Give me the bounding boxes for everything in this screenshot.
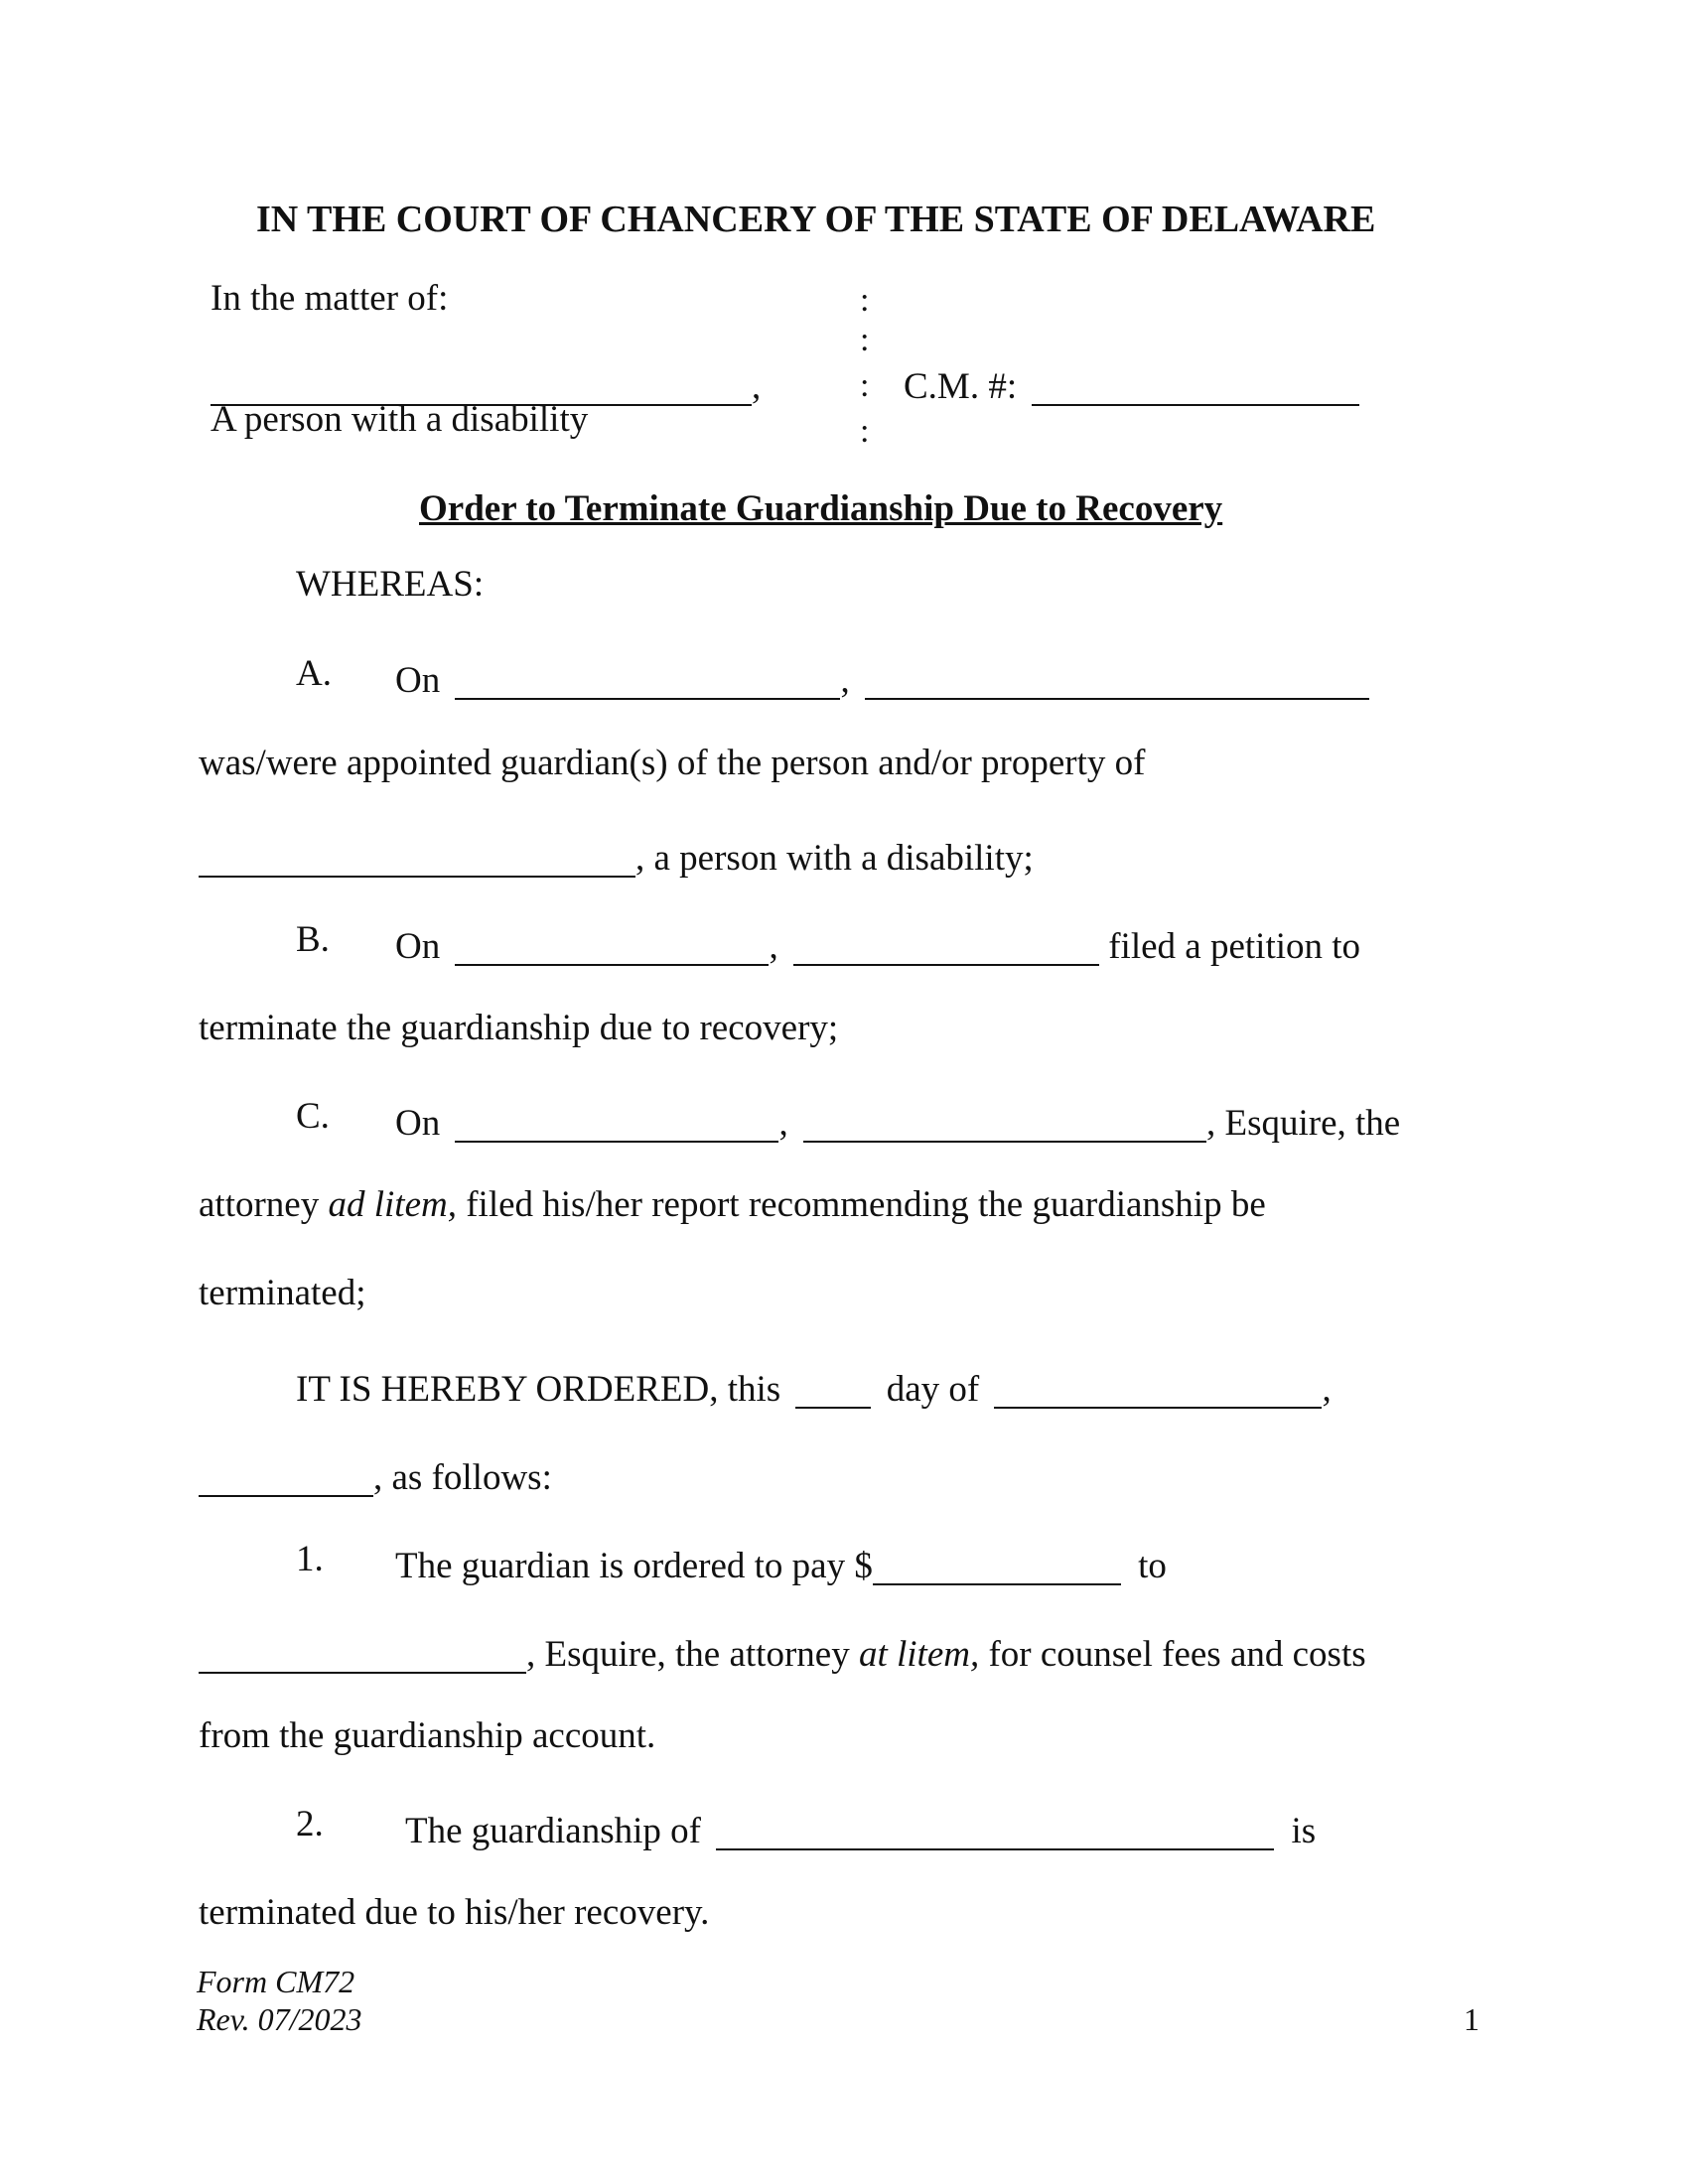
cm-number-field bbox=[904, 359, 1359, 409]
recital-c-letter: C. bbox=[296, 1096, 330, 1137]
recital-b-line1 bbox=[395, 919, 1360, 969]
day-blank[interactable] bbox=[795, 1370, 871, 1409]
recital-a-line2: was/were appointed guardian(s) of the person and/or property of bbox=[199, 743, 1146, 783]
appointment-date-blank[interactable] bbox=[455, 661, 840, 700]
amount-blank[interactable] bbox=[873, 1547, 1121, 1585]
attorney-name-blank[interactable] bbox=[803, 1104, 1206, 1143]
on-text: On bbox=[395, 926, 441, 967]
recital-c-line2 bbox=[199, 1184, 1266, 1227]
comma: , bbox=[778, 1103, 788, 1144]
at-litem-italic: at litem, bbox=[858, 1634, 980, 1675]
item-1-line3: from the guardianship account. bbox=[199, 1715, 656, 1756]
comma: , bbox=[752, 366, 762, 407]
item-2-line1 bbox=[405, 1804, 1316, 1853]
comma: , bbox=[1322, 1369, 1332, 1410]
page-number: 1 bbox=[1464, 2001, 1479, 2037]
ward-name-blank[interactable] bbox=[716, 1812, 1274, 1850]
recital-a-tail: , a person with a disability; bbox=[635, 838, 1034, 879]
ordered-line2 bbox=[199, 1450, 552, 1500]
item-1-number: 1. bbox=[296, 1539, 324, 1579]
cm-number-blank[interactable] bbox=[1032, 367, 1359, 406]
text: filed his/her report recommending the guardianship be bbox=[456, 1184, 1266, 1225]
in-matter-of-label: In the matter of: bbox=[211, 278, 449, 319]
recital-a-line1 bbox=[395, 653, 1369, 703]
petitioner-blank[interactable] bbox=[793, 927, 1099, 966]
text: , Esquire, the attorney bbox=[526, 1634, 859, 1675]
ordered-line1 bbox=[296, 1362, 1332, 1412]
comma: , bbox=[840, 660, 850, 701]
on-text: On bbox=[395, 660, 441, 701]
caption-colon: : bbox=[860, 413, 870, 450]
caption-colon: : bbox=[860, 322, 870, 358]
day-of-text: day of bbox=[886, 1369, 980, 1410]
item-2-number: 2. bbox=[296, 1804, 324, 1844]
month-blank[interactable] bbox=[994, 1370, 1322, 1409]
recital-b-tail: filed a petition to bbox=[1108, 926, 1361, 967]
item-1-text: The guardian is ordered to pay $ bbox=[395, 1546, 873, 1586]
recital-b-letter: B. bbox=[296, 919, 330, 960]
text: attorney bbox=[199, 1184, 329, 1225]
court-title: IN THE COURT OF CHANCERY OF THE STATE OF DELAWARE bbox=[256, 199, 1376, 240]
item-1-line1 bbox=[395, 1539, 1167, 1588]
is-text: is bbox=[1291, 1811, 1317, 1851]
petition-date-blank[interactable] bbox=[455, 927, 769, 966]
recital-c-line3: terminated; bbox=[199, 1273, 366, 1313]
recital-b-line2: terminate the guardianship due to recovery; bbox=[199, 1008, 839, 1048]
whereas-heading: WHEREAS: bbox=[296, 564, 485, 605]
caption-colon: : bbox=[860, 282, 870, 319]
caption-colon: : bbox=[860, 367, 870, 404]
to-text: to bbox=[1138, 1546, 1167, 1586]
recital-a-line3 bbox=[199, 831, 1034, 881]
as-follows-text: , as follows: bbox=[373, 1457, 552, 1498]
ordered-text: IT IS HEREBY ORDERED, this bbox=[296, 1369, 781, 1410]
item-2-text: The guardianship of bbox=[405, 1811, 701, 1851]
recital-c-line1 bbox=[395, 1096, 1400, 1146]
year-blank[interactable] bbox=[199, 1458, 373, 1497]
comma: , bbox=[769, 926, 778, 967]
report-date-blank[interactable] bbox=[455, 1104, 778, 1143]
person-disability-label: A person with a disability bbox=[211, 399, 589, 440]
disabled-person-blank[interactable] bbox=[199, 839, 635, 878]
form-number: Form CM72 bbox=[197, 1964, 355, 1999]
revision-date: Rev. 07/2023 bbox=[197, 2001, 362, 2037]
ad-litem-italic: ad litem, bbox=[328, 1184, 457, 1225]
item-2-line2: terminated due to his/her recovery. bbox=[199, 1892, 710, 1933]
cm-label: C.M. #: bbox=[904, 366, 1018, 407]
item-1-line2 bbox=[199, 1627, 1366, 1677]
guardian-name-blank[interactable] bbox=[865, 661, 1369, 700]
on-text: On bbox=[395, 1103, 441, 1144]
attorney-payee-blank[interactable] bbox=[199, 1635, 526, 1674]
order-title: Order to Terminate Guardianship Due to Recovery bbox=[419, 488, 1223, 529]
recital-a-letter: A. bbox=[296, 653, 332, 694]
recital-c-tail: , Esquire, the bbox=[1205, 1103, 1401, 1144]
text: for counsel fees and costs bbox=[979, 1634, 1366, 1675]
